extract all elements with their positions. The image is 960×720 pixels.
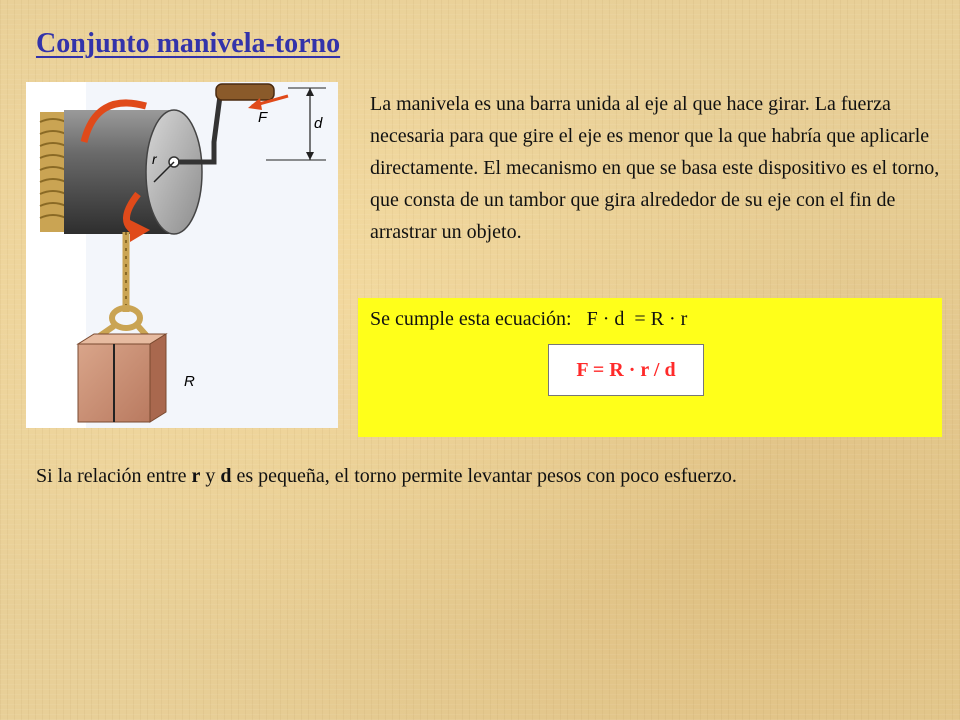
formula-box: F = R · r / d bbox=[548, 344, 704, 396]
conclusion-text-2: y bbox=[200, 465, 221, 487]
label-F: F bbox=[258, 109, 268, 126]
page-title: Conjunto manivela-torno bbox=[36, 28, 341, 59]
load-box bbox=[78, 334, 166, 422]
winch-illustration bbox=[26, 82, 338, 428]
winch-diagram bbox=[26, 82, 338, 428]
label-d: d bbox=[314, 115, 323, 132]
label-R: R bbox=[184, 373, 195, 390]
equation-lead: Se cumple esta ecuación: F · d = R · r bbox=[370, 308, 688, 330]
rope-coils bbox=[40, 112, 66, 232]
conclusion-text-3: es pequeña, el torno permite levantar pesos con poco esfuerzo. bbox=[231, 465, 737, 487]
equation-box bbox=[358, 298, 942, 437]
conclusion-text-1: Si la relación entre bbox=[36, 465, 192, 487]
label-r: r bbox=[152, 151, 157, 167]
conclusion-paragraph bbox=[36, 460, 916, 492]
intro-paragraph: La manivela es una barra unida al eje al que hace girar. La fuerza necesaria para que gire el eje es menor que la que habría que aplicarle directamente. El mecanismo en que se basa este dispositivo es el torno, que consta de un tambor que gira alrededor de su eje con el fin de arrastrar un objeto. bbox=[370, 93, 940, 243]
variable-r: r bbox=[191, 465, 201, 487]
variable-d: d bbox=[220, 465, 232, 487]
drum-face bbox=[146, 110, 202, 234]
